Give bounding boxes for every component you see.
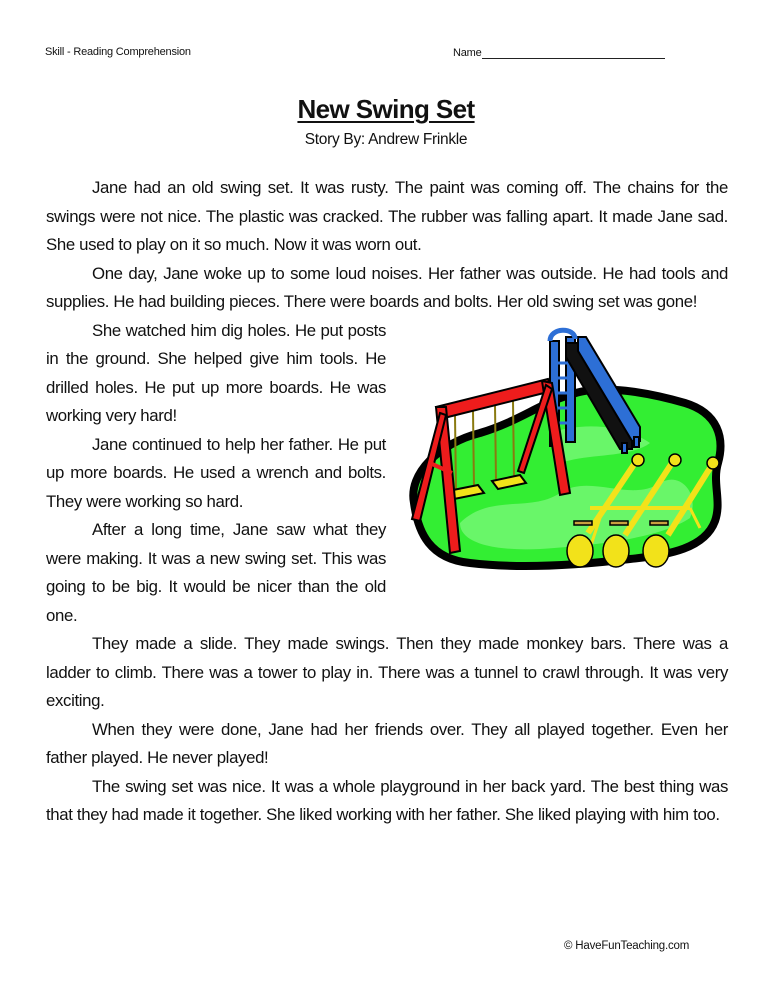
- name-field: [453, 46, 665, 59]
- story-paragraph: Jane continued to help her father. He put up more boards. He used a wrench and bolts. They were working so hard.: [46, 434, 386, 511]
- story-paragraph: She watched him dig holes. He put posts in the ground. She helped give him tools. He drilled holes. He put up more boards. He was working very hard!: [46, 320, 386, 425]
- story-paragraph: When they were done, Jane had her friends over. They all played together. Even her father played. He never played!: [46, 719, 728, 767]
- story-paragraph: Jane had an old swing set. It was rusty. The paint was coming off. The chains for the swings were not nice. The plastic was cracked. The rubber was falling apart. It made Jane sad. She used to play on it so much. Now it was worn out.: [46, 178, 728, 254]
- playground-illustration: [400, 323, 730, 585]
- name-blank-line: [482, 46, 665, 59]
- story-body: [46, 174, 728, 830]
- story-title: New Swing Set: [297, 94, 475, 124]
- copyright-footer: © HaveFunTeaching.com: [564, 940, 690, 952]
- skill-label: Skill - Reading Comprehension: [45, 46, 191, 58]
- story-paragraph: They made a slide. They made swings. Then they made monkey bars. There was a ladder to climb. There was a tower to play in. There was a tunnel to crawl through. It was very exciting.: [46, 634, 728, 710]
- story-byline: Story By: Andrew Frinkle: [304, 131, 468, 148]
- story-paragraph: The swing set was nice. It was a whole playground in her back yard. The best thing was that they had made it together. She liked working with her father. She liked playing with him too.: [46, 776, 728, 824]
- story-paragraph: After a long time, Jane saw what they were making. It was a new swing set. This was going to be big. It would be nicer than the old one.: [46, 520, 386, 625]
- story-paragraph: One day, Jane woke up to some loud noises. Her father was outside. He had tools and supplies. He had building pieces. There were boards and bolts. Her old swing set was gone!: [46, 263, 728, 311]
- name-label: Name: [453, 47, 482, 59]
